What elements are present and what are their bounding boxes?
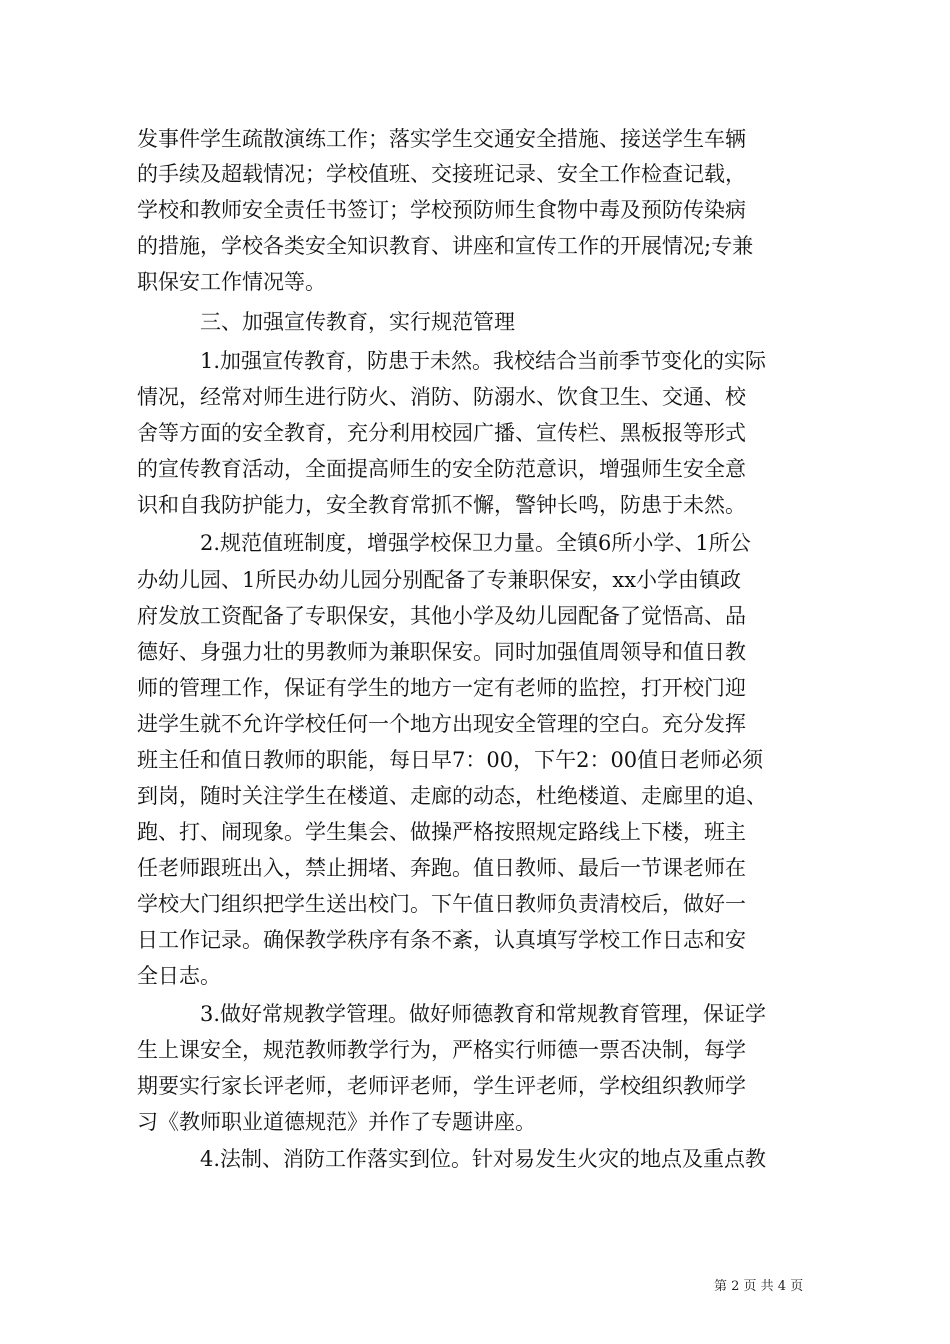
text-line: 期要实行家长评老师，老师评老师，学生评老师，学校组织教师学 — [137, 1074, 746, 1098]
text-line: 日工作记录。确保教学秩序有条不紊，认真填写学校工作日志和安 — [137, 928, 746, 952]
text-line: 府发放工资配备了专职保安，其他小学及幼儿园配备了觉悟高、品 — [137, 604, 746, 628]
text-line: 师的管理工作，保证有学生的地方一定有老师的监控，打开校门迎 — [137, 676, 746, 700]
text-line: 情况，经常对师生进行防火、消防、防溺水、饮食卫生、交通、校 — [137, 385, 746, 409]
text-line: 全日志。 — [137, 964, 221, 988]
text-line: 跑、打、闹现象。学生集会、做操严格按照规定路线上下楼，班主 — [137, 820, 746, 844]
paragraph-start: 4.法制、消防工作落实到位。针对易发生火灾的地点及重点教 — [200, 1147, 767, 1171]
text-line: 办幼儿园、1所民办幼儿园分别配备了专兼职保安，xx小学由镇政 — [137, 568, 742, 592]
text-line: 发事件学生疏散演练工作；落实学生交通安全措施、接送学生车辆 — [137, 127, 746, 151]
paragraph-start: 3.做好常规教学管理。做好师德教育和常规教育管理，保证学 — [200, 1002, 767, 1026]
paragraph-start: 2.规范值班制度，增强学校保卫力量。全镇6所小学、1所公 — [200, 531, 751, 555]
text-line: 的宣传教育活动，全面提高师生的安全防范意识，增强师生安全意 — [137, 457, 746, 481]
text-line: 进学生就不允许学校任何一个地方出现安全管理的空白。充分发挥 — [137, 712, 746, 736]
text-line: 学校和教师安全责任书签订；学校预防师生食物中毒及预防传染病 — [137, 198, 746, 222]
text-line: 班主任和值日教师的职能，每日早7：00，下午2：00值日老师必须 — [137, 748, 764, 772]
text-line: 任老师跟班出入，禁止拥堵、奔跑。值日教师、最后一节课老师在 — [137, 856, 746, 880]
text-line: 识和自我防护能力，安全教育常抓不懈，警钟长鸣，防患于未然。 — [137, 493, 746, 517]
paragraph-start: 1.加强宣传教育，防患于未然。我校结合当前季节变化的实际 — [200, 349, 767, 373]
text-line: 的措施，学校各类安全知识教育、讲座和宣传工作的开展情况;专兼 — [137, 234, 754, 258]
page-number: 第 2 页 共 4 页 — [714, 1279, 804, 1294]
text-line: 职保安工作情况等。 — [137, 270, 326, 294]
section-heading: 三、加强宣传教育，实行规范管理 — [200, 310, 515, 334]
text-line: 的手续及超载情况；学校值班、交接班记录、安全工作检查记载， — [137, 162, 746, 186]
text-line: 舍等方面的安全教育，充分利用校园广播、宣传栏、黑板报等形式 — [137, 421, 746, 445]
text-line: 生上课安全，规范教师教学行为，严格实行师德一票否决制，每学 — [137, 1038, 746, 1062]
text-line: 到岗，随时关注学生在楼道、走廊的动态，杜绝楼道、走廊里的追、 — [137, 784, 767, 808]
text-line: 德好、身强力壮的男教师为兼职保安。同时加强值周领导和值日教 — [137, 640, 746, 664]
text-line: 习《教师职业道德规范》并作了专题讲座。 — [137, 1110, 536, 1134]
text-line: 学校大门组织把学生送出校门。下午值日教师负责清校后，做好一 — [137, 892, 746, 916]
